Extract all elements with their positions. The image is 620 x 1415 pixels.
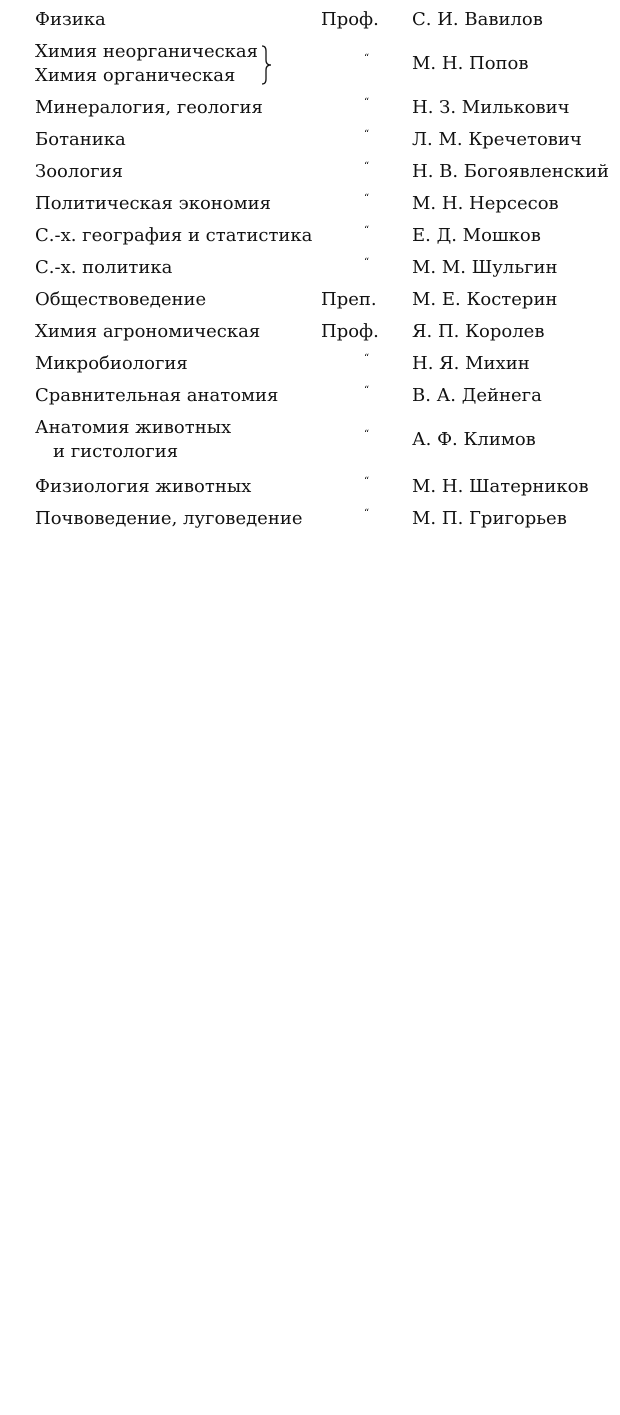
subject-line: Зоология — [35, 161, 123, 182]
ditto-mark: “ — [364, 385, 370, 396]
subject-cell — [35, 384, 278, 408]
right-brace-icon — [258, 45, 276, 85]
ditto-mark: “ — [364, 97, 370, 108]
ditto-mark: “ — [364, 508, 370, 519]
name-cell: Н. В. Богоявленский — [412, 161, 610, 182]
name-cell: М. Н. Шатерников — [412, 476, 589, 497]
table-row — [0, 224, 620, 248]
ditto-mark: “ — [364, 129, 370, 140]
name-cell: М. Н. Нерсесов — [412, 193, 559, 214]
subject-line: Химия органическая — [35, 65, 236, 86]
subject-line: Химия агрономическая — [35, 321, 261, 342]
rank-cell: Проф. — [321, 9, 379, 30]
subject-line: Политическая экономия — [35, 193, 271, 214]
subject-line: С.-х. география и статистика — [35, 225, 313, 246]
name-cell: Е. Д. Мошков — [412, 225, 541, 246]
subject-line: и гистология — [53, 441, 179, 462]
ditto-mark: “ — [364, 53, 370, 64]
table-row — [0, 352, 620, 376]
subject-line: Физиология животных — [35, 476, 252, 497]
table-row — [0, 320, 620, 344]
subject-line: Минералогия, геология — [35, 97, 263, 118]
name-cell: М. М. Шульгин — [412, 257, 558, 278]
ditto-mark: “ — [364, 353, 370, 364]
subject-cell — [35, 256, 172, 280]
table-row — [0, 507, 620, 531]
subject-cell — [35, 224, 312, 248]
subject-cell — [35, 320, 260, 344]
subject-line: Физика — [35, 9, 106, 30]
subject-line: Микробиология — [35, 353, 188, 374]
table-row — [0, 40, 620, 88]
table-row — [0, 416, 620, 464]
rank-cell: Проф. — [321, 321, 379, 342]
subject-cell — [35, 507, 302, 531]
subject-cell — [35, 96, 263, 120]
name-cell: М. Н. Попов — [412, 53, 529, 74]
table-row — [0, 128, 620, 152]
ditto-mark: “ — [364, 193, 370, 204]
subject-line: Ботаника — [35, 129, 126, 150]
name-cell: Л. М. Кречетович — [412, 129, 582, 150]
subject-line: Почвоведение, луговедение — [35, 508, 303, 529]
subject-cell — [35, 128, 126, 152]
table-row — [0, 475, 620, 499]
subject-line: Сравнительная анатомия — [35, 385, 279, 406]
ditto-mark: “ — [364, 429, 370, 440]
name-cell: А. Ф. Климов — [412, 429, 536, 450]
subject-cell — [35, 160, 123, 184]
subject-cell — [35, 8, 106, 32]
ditto-mark: “ — [364, 225, 370, 236]
ditto-mark: “ — [364, 476, 370, 487]
ditto-mark: “ — [364, 161, 370, 172]
subject-line: Обществоведение — [35, 289, 207, 310]
name-cell: Н. Я. Михин — [412, 353, 530, 374]
name-cell: М. П. Григорьев — [412, 508, 567, 529]
subject-cell — [35, 416, 231, 464]
subject-line: С.-х. политика — [35, 257, 173, 278]
table-row — [0, 192, 620, 216]
name-cell: Я. П. Королев — [412, 321, 545, 342]
subject-cell — [35, 475, 251, 499]
table-row — [0, 256, 620, 280]
subject-cell — [35, 40, 258, 88]
name-cell: В. А. Дейнега — [412, 385, 542, 406]
name-cell: М. Е. Костерин — [412, 289, 558, 310]
table-row — [0, 160, 620, 184]
table-row — [0, 288, 620, 312]
subject-line: Химия неорганическая — [35, 41, 259, 62]
rank-cell: Преп. — [321, 289, 377, 310]
subject-cell — [35, 352, 188, 376]
subject-line: Анатомия животных — [35, 417, 232, 438]
table-row — [0, 384, 620, 408]
name-cell: Н. З. Милькович — [412, 97, 570, 118]
subject-cell — [35, 192, 271, 216]
table-row — [0, 96, 620, 120]
ditto-mark: “ — [364, 257, 370, 268]
subject-cell — [35, 288, 206, 312]
name-cell: С. И. Вавилов — [412, 9, 543, 30]
table-row — [0, 8, 620, 32]
